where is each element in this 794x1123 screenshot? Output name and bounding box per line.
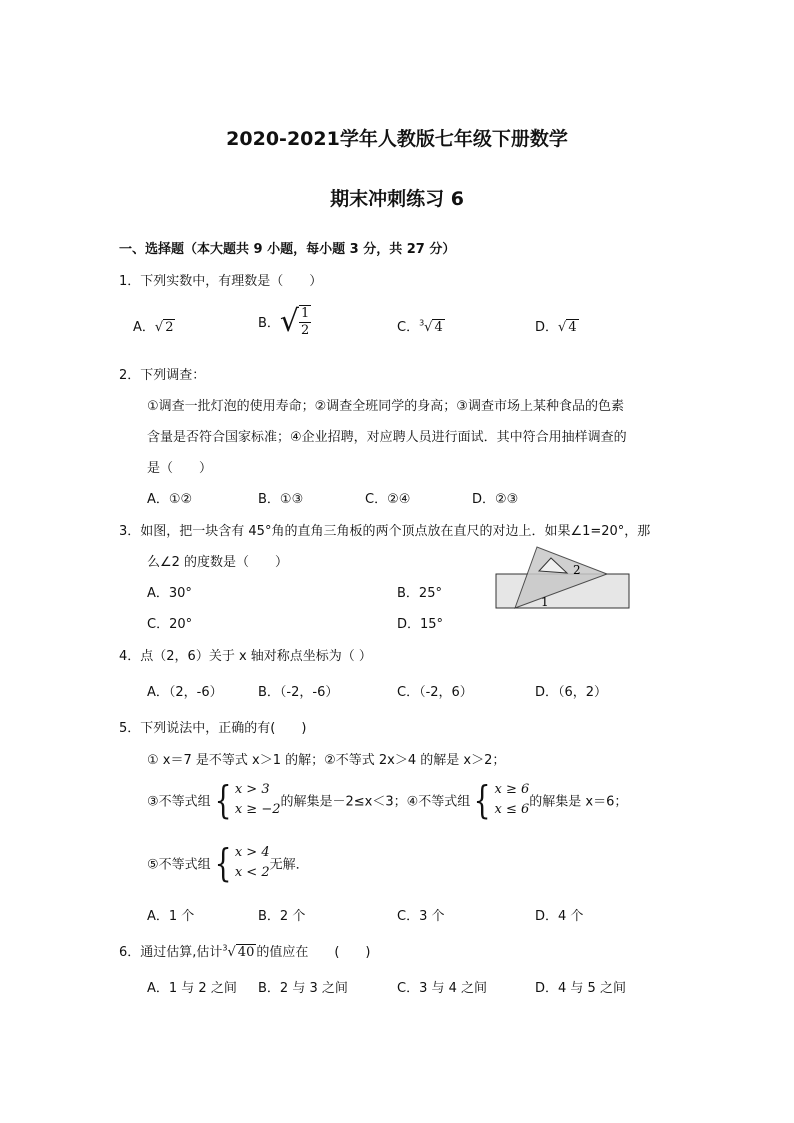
q5-s3-brace: { — [214, 778, 232, 822]
q5-s5-row-1: x > 4 — [234, 845, 270, 860]
q1-c-sqrt: √ 4 — [424, 320, 443, 335]
q5-s5-suffix: 无解． — [269, 857, 309, 873]
q2-option-c: C．②④ — [365, 492, 411, 507]
q3-option-a: A．30° — [147, 586, 192, 601]
q5-s3-suffix: 的解集是－2≤x＜3； — [280, 794, 407, 810]
q6-stem-prefix: 6．通过估算,估计 — [119, 945, 223, 960]
q5-s3-system — [211, 780, 281, 820]
q3-option-c: C．20° — [147, 617, 193, 632]
q4-option-a: A．（2，-6） — [147, 685, 223, 700]
q2-option-a: A．①② — [147, 492, 193, 507]
q1-c-index: 3 — [419, 318, 425, 328]
q5-s3-row-1: x > 3 — [234, 782, 270, 797]
q1-option-b — [258, 304, 311, 339]
q6-sqrt: √ 40 — [227, 945, 255, 960]
q1-option-c — [397, 316, 445, 335]
q5-stem: 5．下列说法中，正确的有( ) — [119, 721, 307, 736]
q5-option-b: B．2 个 — [258, 909, 306, 924]
q1-b-denominator: 2 — [301, 322, 310, 338]
q2-stem: 2．下列调查： — [119, 368, 206, 383]
q6-option-c: C．3 与 4 之间 — [397, 981, 488, 996]
q1-d-radicand: 4 — [568, 320, 577, 335]
q5-s4-prefix: ④不等式组 — [406, 794, 471, 810]
q6-option-d: D．4 与 5 之间 — [535, 981, 626, 996]
q5-s5-system — [211, 843, 270, 883]
q5-s3-row-2: x ≥ −2 — [234, 802, 281, 817]
q2-line-2: 含量是否符合国家标准；④企业招聘，对应聘人员进行面试．其中符合用抽样调查的 — [147, 430, 627, 445]
q1-c-radicand: 4 — [434, 320, 443, 335]
q4-option-c: C．（-2，6） — [397, 685, 473, 700]
q4-stem: 4．点（2，6）关于 x 轴对称点坐标为（ ） — [119, 649, 372, 664]
q6-stem — [119, 941, 371, 960]
q6-stem-suffix: 的值应在 ( ) — [256, 945, 371, 960]
q6-radicand: 40 — [237, 945, 255, 960]
q5-s4-row-2: x ≤ 6 — [494, 802, 530, 817]
q5-s5-brace: { — [214, 841, 232, 885]
q1-d-sqrt: √ 4 — [558, 320, 577, 335]
q3-option-b: B．25° — [397, 586, 442, 601]
q1-c-label: C． — [397, 320, 420, 335]
q5-statement-5 — [147, 843, 309, 883]
q2-line-1: ①调查一批灯泡的使用寿命；②调查全班同学的身高；③调查市场上某种食品的色素 — [147, 399, 624, 414]
q5-s3-prefix: ③不等式组 — [147, 794, 211, 810]
q1-b-fraction — [299, 305, 311, 339]
q1-b-numerator: 1 — [301, 305, 310, 321]
angle-2-label: 2 — [573, 563, 581, 577]
q5-s4-brace: { — [473, 778, 491, 822]
q1-b-radical-sign: √ — [279, 304, 300, 339]
title-line-1: 2020-2021学年人教版七年级下册数学 — [226, 128, 568, 150]
title-line-2: 期末冲刺练习 6 — [330, 188, 464, 210]
q1-b-label: B． — [258, 316, 280, 331]
q5-option-d: D．4 个 — [535, 909, 584, 924]
q5-s4-row-1: x ≥ 6 — [494, 782, 530, 797]
q3-figure — [495, 544, 631, 610]
q5-option-a: A．1 个 — [147, 909, 195, 924]
q2-option-d: D．②③ — [472, 492, 519, 507]
q5-option-c: C．3 个 — [397, 909, 445, 924]
q4-option-d: D．（6，2） — [535, 685, 608, 700]
q5-s5-row-2: x < 2 — [234, 865, 270, 880]
q3-option-d: D．15° — [397, 617, 444, 632]
q2-line-3: 是（ ） — [147, 461, 213, 476]
q3-line-2: 么∠2 的度数是（ ） — [147, 555, 289, 570]
q4-option-b: B．（-2，-6） — [258, 685, 339, 700]
q2-option-b: B．①③ — [258, 492, 304, 507]
q5-s4-suffix: 的解集是 x＝6； — [529, 794, 628, 810]
section-heading: 一、选择题（本大题共 9 小题，每小题 3 分，共 27 分） — [119, 242, 456, 257]
q1-a-sqrt: √ 2 — [154, 320, 174, 335]
q5-s5-prefix: ⑤不等式组 — [147, 857, 211, 873]
q3-line-1: 3．如图，把一块含有 45°角的直角三角板的两个顶点放在直尺的对边上．如果∠1=20°，那 — [119, 524, 651, 539]
q1-stem: 1．下列实数中，有理数是（ ） — [119, 274, 323, 289]
q5-line-1: ① x＝7 是不等式 x＞1 的解；②不等式 2x＞4 的解是 x＞2； — [147, 753, 506, 768]
q5-s4-system — [470, 780, 529, 820]
q1-a-label: A． — [133, 320, 155, 335]
q1-d-label: D． — [535, 320, 559, 335]
q6-root-index: 3 — [222, 943, 228, 953]
q5-statement-3-4 — [147, 780, 627, 820]
q1-option-d — [535, 316, 579, 335]
q1-option-a — [133, 316, 175, 335]
q6-option-b: B．2 与 3 之间 — [258, 981, 348, 996]
q1-a-radicand: 2 — [165, 320, 174, 335]
angle-1-label: 1 — [541, 595, 549, 609]
q6-option-a: A．1 与 2 之间 — [147, 981, 237, 996]
